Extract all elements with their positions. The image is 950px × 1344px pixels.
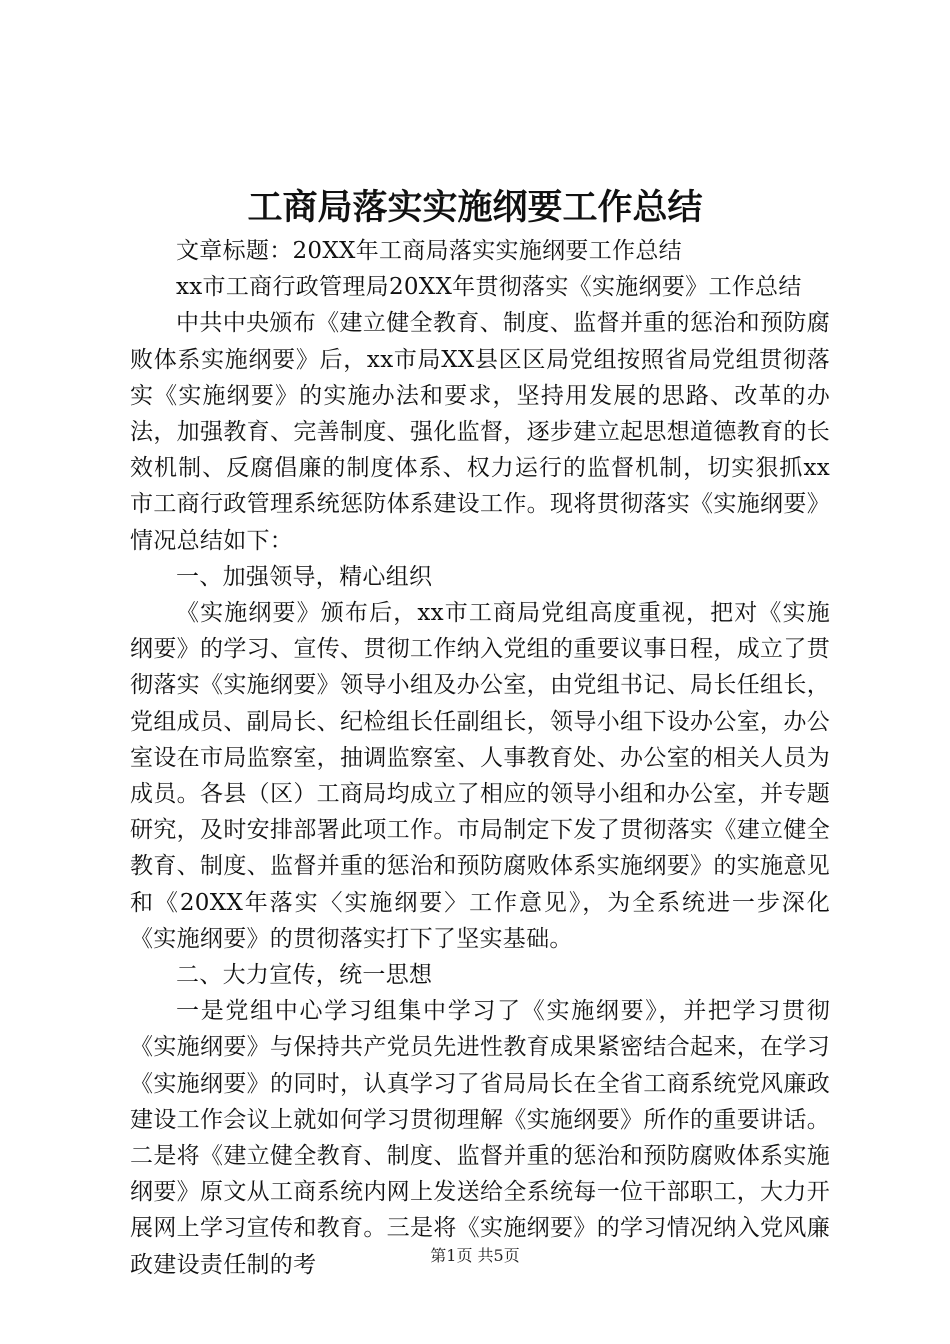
page-footer: 第1页 共5页 [430, 1246, 520, 1265]
section-heading-2: 二、大力宣传，统一思想 [176, 962, 433, 989]
section-heading-1: 一、加强领导，精心组织 [176, 563, 433, 590]
report-heading: xx市工商行政管理局20XX年贯彻落实《实施纲要》工作总结 [176, 274, 802, 301]
section-2-paragraph: 一是党组中心学习组集中学习了《实施纲要》，并把学习贯彻《实施纲要》与保持共产党员先进性教育成果紧密结合起来，在学习《实施纲要》的同时，认真学习了省局局长在全省工商系统党风廉政建设工作会议上就如何学习贯彻理解《实施纲要》所作的重要讲话。二是将《建立健全教育、制度、监督并重的惩治和预防腐败体系实施纲要》原文从工商系统内网上发送给全系统每一位干部职工，大力开展网上学习宣传和教育。三是将《实施纲要》的学习情况纳入党风廉政建设责任制的考 [130, 998, 830, 1278]
document-title: 工商局落实实施纲要工作总结 [247, 187, 703, 228]
document-body [130, 233, 830, 1283]
section-1-paragraph: 《实施纲要》颁布后，xx市工商局党组高度重视，把对《实施纲要》的学习、宣传、贯彻工作纳入党组的重要议事日程，成立了贯彻落实《实施纲要》领导小组及办公室，由党组书记、局长任组长，党组成员、副局长、纪检组长任副组长，领导小组下设办公室，办公室设在市局监察室，抽调监察室、人事教育处、办公室的相关人员为成员。各县（区）工商局均成立了相应的领导小组和办公室，并专题研究，及时安排部署此项工作。市局制定下发了贯彻落实《建立健全教育、制度、监督并重的惩治和预防腐败体系实施纲要》的实施意见和《20XX年落实〈实施纲要〉工作意见》，为全系统进一步深化《实施纲要》的贯彻落实打下了坚实基础。 [130, 600, 830, 952]
article-title-line: 文章标题：20XX年工商局落实实施纲要工作总结 [176, 238, 682, 264]
intro-paragraph: 中共中央颁布《建立健全教育、制度、监督并重的惩治和预防腐败体系实施纲要》后，xx市局XX县区区局党组按照省局党组贯彻落实《实施纲要》的实施办法和要求，坚持用发展的思路、改革的办法，加强教育、完善制度、强化监督，逐步建立起思想道德教育的长效机制、反腐倡廉的制度体系、权力运行的监督机制，切实狠抓xx市工商行政管理系统惩防体系建设工作。现将贯彻落实《实施纲要》情况总结如下： [130, 310, 830, 554]
